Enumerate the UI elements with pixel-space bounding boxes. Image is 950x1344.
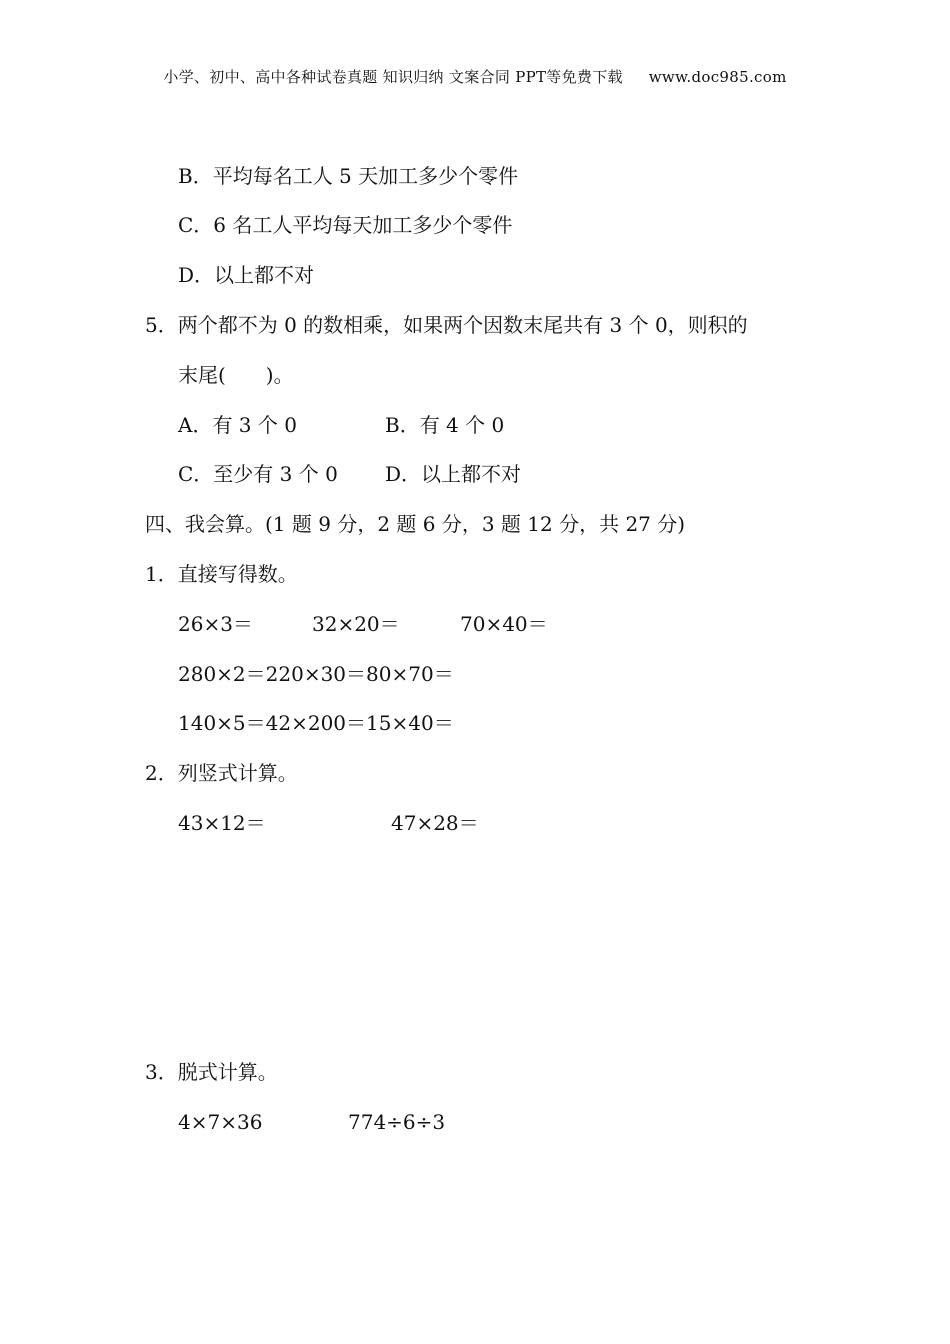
s4-q2-title: 2．列竖式计算。 xyxy=(145,761,298,785)
s4-q3-item-2: 774÷6÷3 xyxy=(348,1110,446,1134)
q4-option-d: D．以上都不对 xyxy=(178,263,315,287)
s4-q3-title: 3．脱式计算。 xyxy=(145,1060,278,1084)
q5-stem-line1: 5．两个都不为 0 的数相乘，如果两个因数末尾共有 3 个 0，则积的 xyxy=(145,313,748,337)
header-text: 小学、初中、高中各种试卷真题 知识归纳 文案合同 PPT等免费下载 xyxy=(163,68,623,86)
q4-option-c: C．6 名工人平均每天加工多少个零件 xyxy=(178,213,513,237)
section4-title: 四、我会算。(1 题 9 分，2 题 6 分，3 题 12 分，共 27 分) xyxy=(145,512,686,536)
s4-q1-item-1: 26×3＝ xyxy=(178,612,253,636)
s4-q1-title: 1．直接写得数。 xyxy=(145,562,298,586)
s4-q1-row3: 140×5＝42×200＝15×40＝ xyxy=(178,711,454,735)
page-header xyxy=(0,66,950,87)
s4-q1-row2: 280×2＝220×30＝80×70＝ xyxy=(178,662,454,686)
s4-q2-item-1: 43×12＝ xyxy=(178,811,266,835)
q5-option-d: D．以上都不对 xyxy=(385,462,522,486)
q5-option-c: C．至少有 3 个 0 xyxy=(178,462,338,486)
q5-option-a: A．有 3 个 0 xyxy=(178,413,297,437)
s4-q3-item-1: 4×7×36 xyxy=(178,1110,263,1134)
s4-q2-item-2: 47×28＝ xyxy=(391,811,479,835)
s4-q1-item-3: 70×40＝ xyxy=(460,612,548,636)
header-url: www.doc985.com xyxy=(648,68,787,86)
s4-q1-item-2: 32×20＝ xyxy=(312,612,400,636)
q5-option-b: B．有 4 个 0 xyxy=(385,413,505,437)
q5-stem-line2: 末尾( )。 xyxy=(178,363,294,387)
q4-option-b: B．平均每名工人 5 天加工多少个零件 xyxy=(178,164,519,188)
